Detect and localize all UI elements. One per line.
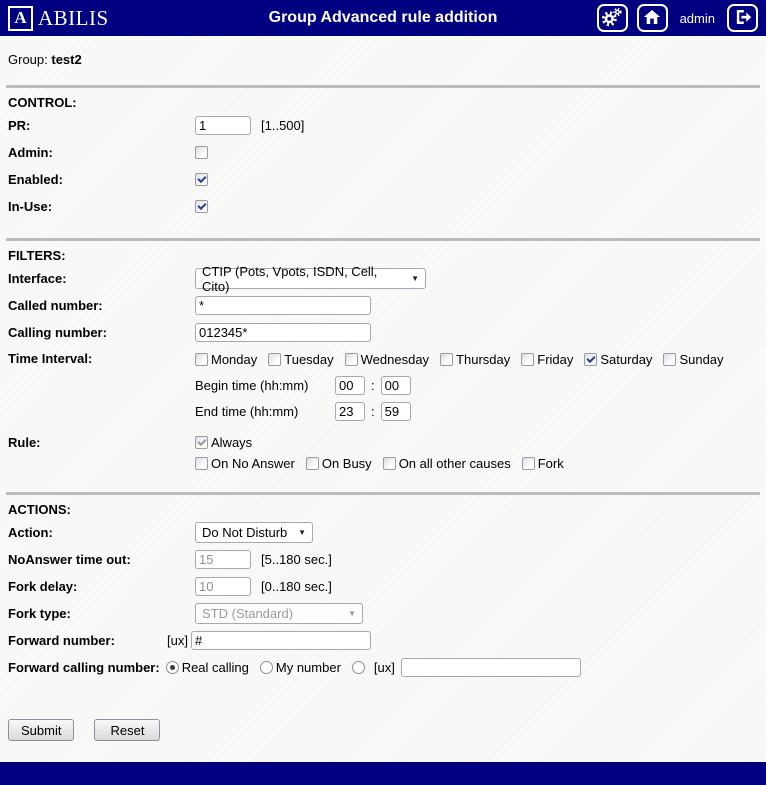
calling-number-label: Calling number: xyxy=(8,325,107,340)
on-busy-checkbox[interactable] xyxy=(306,457,319,470)
sunday-label: Sunday xyxy=(679,351,724,367)
chevron-down-icon: ▼ xyxy=(411,274,419,283)
day-friday xyxy=(521,352,573,367)
action-row xyxy=(0,519,766,546)
fork-type-select-value: STD (Standard) xyxy=(202,606,294,621)
monday-checkbox[interactable] xyxy=(195,353,208,366)
time-interval-label: Time Interval: xyxy=(8,351,93,366)
enabled-label: Enabled: xyxy=(8,172,63,187)
rule-label: Rule: xyxy=(8,435,41,450)
inuse-checkbox[interactable] xyxy=(195,200,208,213)
day-sunday xyxy=(663,352,723,367)
time-separator: : xyxy=(371,403,375,419)
abilis-logo-mark xyxy=(8,6,33,31)
called-number-row xyxy=(0,292,766,319)
enabled-row xyxy=(0,166,766,193)
time-interval-row xyxy=(0,346,766,424)
gears-icon xyxy=(601,7,623,30)
logout-button[interactable] xyxy=(727,4,758,32)
monday-label: Monday xyxy=(211,351,258,367)
on-busy-label: On Busy xyxy=(321,456,372,471)
inuse-row xyxy=(0,193,766,220)
fork-type-label: Fork type: xyxy=(8,606,71,621)
ux-radio[interactable] xyxy=(352,661,365,674)
rule-fork xyxy=(522,456,564,471)
action-select-value: Do Not Disturb xyxy=(202,525,288,540)
wednesday-checkbox[interactable] xyxy=(345,353,358,366)
ux-number-input[interactable] xyxy=(401,658,581,677)
chevron-down-icon: ▼ xyxy=(298,528,306,537)
begin-minute-input[interactable] xyxy=(381,376,411,395)
noanswer-timeout-row xyxy=(0,546,766,573)
rule-row xyxy=(0,432,766,474)
on-all-other-causes-checkbox[interactable] xyxy=(383,457,396,470)
on-no-answer-label: On No Answer xyxy=(211,456,295,471)
fork-checkbox[interactable] xyxy=(522,457,535,470)
header-bar xyxy=(0,0,766,36)
pr-input[interactable] xyxy=(195,116,251,135)
rule-always xyxy=(195,435,252,450)
pr-hint: [1..500] xyxy=(261,118,305,133)
ux-option xyxy=(352,658,581,677)
pr-label: PR: xyxy=(8,118,31,133)
begin-time-line xyxy=(195,372,735,398)
day-tuesday xyxy=(268,352,333,367)
interface-select-value: CTIP (Pots, Vpots, ISDN, Cell, Cito) xyxy=(202,263,378,294)
my-number-label: My number xyxy=(275,660,341,675)
fork-label: Fork xyxy=(537,456,564,471)
real-calling-label: Real calling xyxy=(181,660,249,675)
thursday-checkbox[interactable] xyxy=(440,353,453,366)
calling-number-input[interactable] xyxy=(195,323,371,342)
home-icon xyxy=(642,8,662,29)
rule-always-line xyxy=(195,432,575,453)
noanswer-timeout-label: NoAnswer time out: xyxy=(8,552,131,567)
actions-section-title: ACTIONS: xyxy=(8,502,71,517)
ux-label: [ux] xyxy=(373,660,395,675)
begin-hour-input[interactable] xyxy=(335,376,365,395)
fork-delay-row xyxy=(0,573,766,600)
day-wednesday xyxy=(345,352,429,367)
form-buttons xyxy=(0,681,766,741)
forward-number-input[interactable] xyxy=(191,631,371,650)
day-monday xyxy=(195,352,257,367)
forward-number-label: Forward number: xyxy=(8,633,115,648)
pr-row xyxy=(0,112,766,139)
forward-number-row xyxy=(0,627,766,654)
fork-delay-input[interactable] xyxy=(195,577,251,596)
day-thursday xyxy=(440,352,510,367)
control-section-title: CONTROL: xyxy=(8,95,77,110)
group-label: Group: xyxy=(8,52,48,67)
chevron-down-icon: ▼ xyxy=(348,609,356,618)
called-number-input[interactable] xyxy=(195,296,371,315)
rule-options-line xyxy=(195,453,575,474)
end-time-label: End time (hh:mm) xyxy=(195,403,299,419)
home-button[interactable] xyxy=(637,4,668,32)
group-value: test2 xyxy=(51,52,82,67)
admin-checkbox[interactable] xyxy=(195,146,208,159)
forward-number-ux-prefix: [ux] xyxy=(167,633,188,648)
abilis-logo[interactable] xyxy=(8,6,109,31)
my-number-radio[interactable] xyxy=(260,661,273,674)
group-info xyxy=(0,36,766,67)
interface-row xyxy=(0,265,766,292)
noanswer-timeout-input[interactable] xyxy=(195,550,251,569)
friday-label: Friday xyxy=(537,351,574,367)
reset-button[interactable]: Reset xyxy=(94,719,160,741)
forward-calling-label: Forward calling number: xyxy=(8,660,160,675)
rule-on-all-other-causes xyxy=(383,456,511,471)
time-interval-fields xyxy=(195,346,735,424)
end-minute-input[interactable] xyxy=(381,402,411,421)
weekday-checkboxes xyxy=(195,346,735,372)
on-all-other-causes-label: On all other causes xyxy=(398,456,511,471)
settings-button[interactable] xyxy=(597,4,628,32)
logo-text: ABILIS xyxy=(38,5,109,30)
real-calling-option xyxy=(166,660,249,675)
logged-in-user: admin xyxy=(679,10,715,26)
friday-checkbox[interactable] xyxy=(521,353,534,366)
fork-delay-hint: [0..180 sec.] xyxy=(261,579,332,594)
fork-type-select xyxy=(195,603,363,624)
saturday-checkbox[interactable] xyxy=(584,353,597,366)
real-calling-radio[interactable] xyxy=(166,661,179,674)
day-saturday xyxy=(584,352,652,367)
rule-fields xyxy=(195,432,575,474)
header-actions xyxy=(597,4,758,32)
called-number-label: Called number: xyxy=(8,298,103,313)
action-label: Action: xyxy=(8,525,53,540)
always-label: Always xyxy=(211,435,253,450)
end-time-line xyxy=(195,398,735,424)
admin-label: Admin: xyxy=(8,145,53,160)
page-title: Group Advanced rule addition xyxy=(268,9,498,26)
tuesday-checkbox[interactable] xyxy=(268,353,281,366)
tuesday-label: Tuesday xyxy=(284,351,334,367)
time-separator: : xyxy=(371,377,375,393)
wednesday-label: Wednesday xyxy=(360,351,430,367)
filters-section-title: FILTERS: xyxy=(8,248,66,263)
interface-label: Interface: xyxy=(8,271,67,286)
action-select[interactable] xyxy=(195,522,313,543)
footer-bar xyxy=(0,762,766,785)
rule-on-no-answer xyxy=(195,456,295,471)
logo-letter: A xyxy=(14,8,27,27)
fork-delay-label: Fork delay: xyxy=(8,579,78,594)
saturday-label: Saturday xyxy=(600,351,653,367)
always-checkbox xyxy=(195,436,208,449)
my-number-option xyxy=(260,660,341,675)
on-no-answer-checkbox[interactable] xyxy=(195,457,208,470)
enabled-checkbox[interactable] xyxy=(195,173,208,186)
end-hour-input[interactable] xyxy=(335,402,365,421)
sunday-checkbox[interactable] xyxy=(663,353,676,366)
submit-button[interactable]: Submit xyxy=(8,719,74,741)
admin-row xyxy=(0,139,766,166)
calling-number-row xyxy=(0,319,766,346)
fork-type-row xyxy=(0,600,766,627)
rule-on-busy xyxy=(306,456,372,471)
inuse-label: In-Use: xyxy=(8,199,53,214)
logout-icon xyxy=(733,8,753,29)
interface-select[interactable] xyxy=(195,263,426,294)
forward-calling-row xyxy=(0,654,766,681)
thursday-label: Thursday xyxy=(456,351,511,367)
begin-time-label: Begin time (hh:mm) xyxy=(195,377,309,393)
noanswer-timeout-hint: [5..180 sec.] xyxy=(261,552,332,567)
